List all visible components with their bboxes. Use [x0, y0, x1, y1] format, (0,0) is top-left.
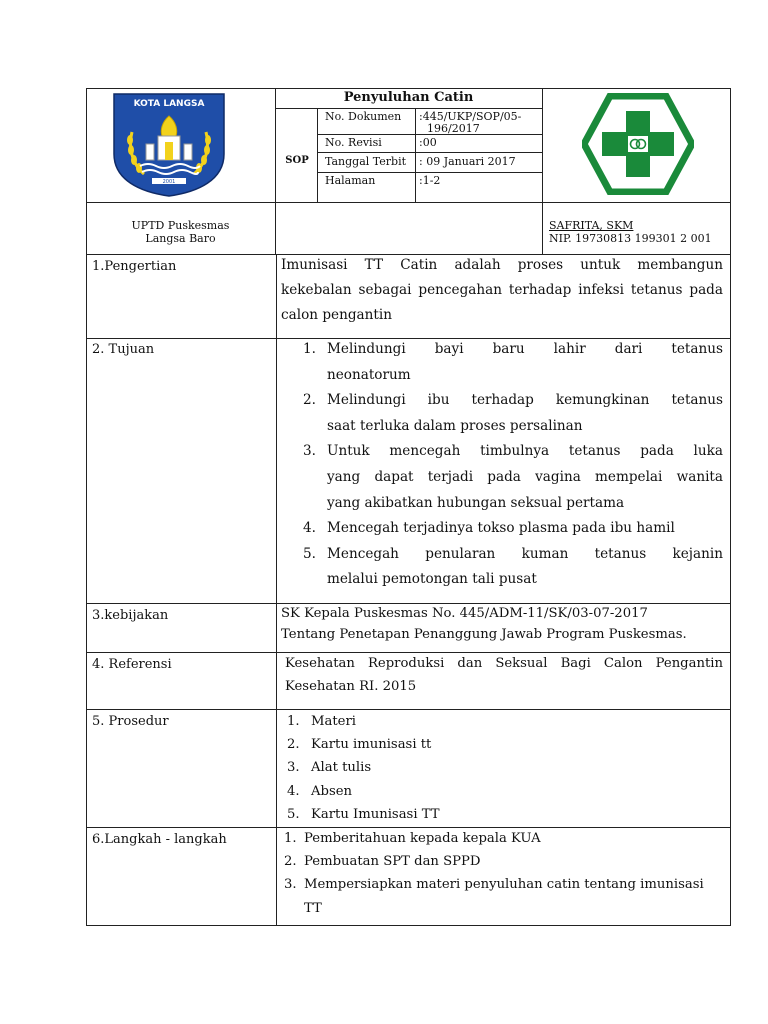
tujuan-line: Melindungi bayi baru lahir dari tetanus	[327, 341, 723, 357]
langkah-item	[284, 850, 726, 873]
pengertian-line: kekebalan sebagai pencegahan terhadap infeksi tetanus pada	[281, 282, 723, 298]
kebijakan-line: SK Kepala Puskesmas No. 445/ADM-11/SK/03-07-2017	[281, 606, 648, 621]
kebijakan-line: Tentang Penetapan Penanggung Jawab Program Puskesmas.	[281, 627, 687, 642]
list-number: 1.	[287, 714, 300, 729]
tujuan-line: Untuk mencegah timbulnya tetanus pada luka	[327, 443, 723, 460]
field-value-no-dokumen: :445/UKP/SOP/05-	[419, 110, 522, 123]
list-number: 4.	[287, 783, 300, 799]
tujuan-item	[303, 542, 723, 593]
langkah-line: Pemberitahuan kepada kepala KUA	[304, 831, 541, 846]
list-number: 3.	[303, 443, 316, 460]
referensi-text	[285, 652, 723, 698]
list-number: 2.	[287, 737, 300, 753]
field-value-halaman: :1-2	[419, 174, 441, 187]
header-divider	[542, 88, 543, 255]
list-number: 1.	[303, 341, 316, 357]
tujuan-line: neonatorum	[327, 366, 411, 383]
prosedur-item	[287, 756, 717, 779]
pengertian-text	[281, 253, 723, 328]
tujuan-item	[303, 388, 723, 439]
tujuan-item	[303, 439, 723, 516]
field-value-tanggal-terbit: : 09 Januari 2017	[419, 155, 516, 168]
list-number: 4.	[303, 520, 316, 537]
kebijakan-text	[281, 603, 726, 645]
field-label-tanggal-terbit: Tanggal Terbit	[325, 155, 407, 168]
langkah-line: Pembuatan SPT dan SPPD	[304, 854, 481, 870]
org-name: UPTD Puskesmas	[131, 219, 230, 232]
field-label-no-dokumen: No. Dokumen	[325, 110, 402, 123]
field-label-halaman: Halaman	[325, 174, 376, 187]
tujuan-line: Mencegah penularan kuman tetanus kejanin	[327, 545, 723, 562]
prosedur-item	[287, 710, 717, 733]
tujuan-line: yang dapat terjadi pada vagina mempelai wanita	[327, 468, 723, 485]
field-label-no-revisi: No. Revisi	[325, 136, 382, 149]
list-number: 5.	[287, 806, 300, 822]
list-number: 2.	[284, 854, 297, 870]
header-divider	[415, 108, 416, 202]
prosedur-text: Kartu Imunisasi TT	[311, 806, 440, 822]
tujuan-line: Mencegah terjadinya tokso plasma pada ibu hamil	[327, 520, 675, 537]
label-referensi: 4. Referensi	[92, 657, 172, 672]
header-divider	[317, 108, 318, 202]
header-divider	[275, 108, 542, 109]
langkah-list	[284, 827, 726, 920]
prosedur-text: Kartu imunisasi tt	[311, 737, 432, 753]
document-title: Penyuluhan Catin	[343, 90, 474, 105]
referensi-line: Kesehatan Reproduksi dan Seksual Bagi Calon Pengantin	[285, 656, 723, 671]
label-kebijakan: 3.kebijakan	[92, 608, 169, 623]
tujuan-line: Melindungi ibu terhadap kemungkinan tetanus	[327, 392, 723, 409]
tujuan-line: melalui pemotongan tali pusat	[327, 571, 537, 588]
prosedur-text: Alat tulis	[311, 760, 372, 776]
tujuan-item	[303, 516, 723, 542]
langkah-item	[284, 873, 726, 919]
list-number: 3.	[287, 760, 300, 776]
langkah-line: Mempersiapkan materi penyuluhan catin tentang imunisasi	[304, 877, 704, 893]
referensi-line: Kesehatan RI. 2015	[285, 679, 417, 694]
pengertian-line: Imunisasi TT Catin adalah proses untuk membangun	[281, 257, 723, 273]
header-divider	[317, 172, 542, 173]
tujuan-item	[303, 337, 723, 388]
prosedur-item	[287, 780, 717, 803]
org-branch: Langsa Baro	[145, 232, 216, 245]
prosedur-text: Absen	[311, 783, 353, 799]
prosedur-text: Materi	[311, 714, 356, 729]
label-pengertian: 1.Pengertian	[92, 259, 177, 274]
header-divider	[86, 202, 731, 203]
langkah-line: TT	[304, 900, 322, 916]
langkah-item	[284, 827, 726, 850]
label-tujuan: 2. Tujuan	[92, 342, 155, 357]
header-divider	[275, 88, 276, 255]
prosedur-item	[287, 803, 717, 826]
field-value-no-revisi: :00	[419, 136, 437, 149]
signer-nip: NIP. 19730813 199301 2 001	[549, 232, 712, 245]
kota-langsa-logo	[110, 92, 228, 198]
sop-label: SOP	[285, 155, 309, 166]
list-number: 3.	[284, 877, 297, 893]
prosedur-list	[287, 710, 717, 826]
header-divider	[317, 152, 542, 153]
tujuan-list	[303, 337, 723, 593]
label-prosedur: 5. Prosedur	[92, 714, 169, 729]
svg-text:2001: 2001	[162, 179, 176, 185]
list-number: 1.	[284, 831, 297, 846]
list-number: 5.	[303, 545, 316, 562]
signer-name: SAFRITA, SKM	[549, 219, 634, 232]
prosedur-item	[287, 733, 717, 756]
field-value-no-dokumen-cont: 196/2017	[427, 122, 480, 135]
content-divider	[276, 255, 277, 926]
puskesmas-logo	[582, 93, 694, 195]
tujuan-line: yang akibatkan hubungan seksual pertama	[327, 494, 625, 511]
label-langkah: 6.Langkah - langkah	[92, 832, 227, 847]
svg-text:KOTA LANGSA: KOTA LANGSA	[133, 99, 205, 109]
pengertian-line: calon pengantin	[281, 307, 392, 323]
list-number: 2.	[303, 392, 316, 409]
tujuan-line: saat terluka dalam proses persalinan	[327, 417, 583, 434]
